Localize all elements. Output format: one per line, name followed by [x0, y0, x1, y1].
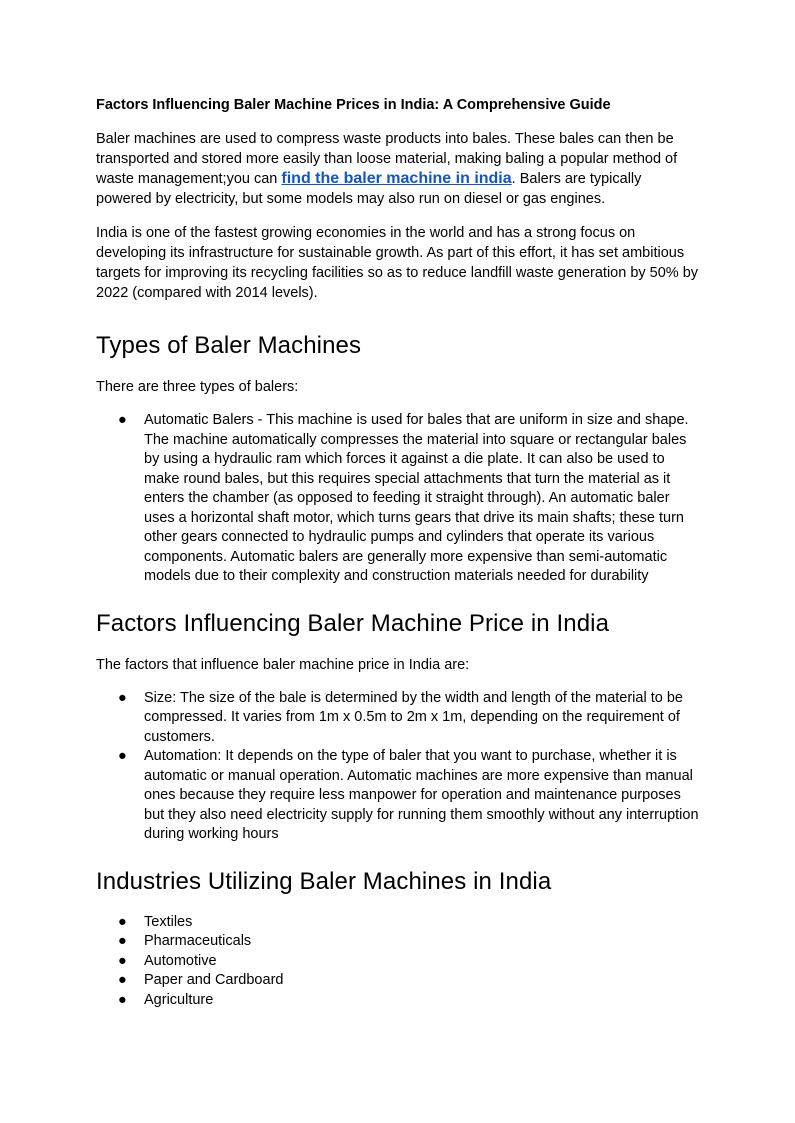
bullet-icon: ●: [118, 412, 127, 428]
list-item-text: Size: The size of the bale is determined by the width and length of the material to be compressed. It varies from 1m x 0.5m to 2m x 1m, depending on the requirement of customers.: [144, 689, 683, 745]
factors-lead-text: The factors that influence baler machine price in India are:: [96, 656, 470, 673]
bullet-icon: ●: [118, 689, 127, 706]
bullet-icon: ●: [118, 748, 127, 764]
types-lead-text: There are three types of balers:: [96, 379, 299, 395]
intro-text-before-link: Baler machines are used to compress waste products into bales. These bales can then be transported and stored more easily than loose material, making baling a popular method of waste management;you can: [96, 131, 678, 187]
list-item: [96, 952, 700, 972]
list-item-text: Paper and Cardboard: [144, 972, 284, 988]
list-item-text: Textiles: [144, 913, 193, 930]
bullet-icon: ●: [118, 913, 127, 930]
baler-machine-link[interactable]: find the baler machine in india: [281, 170, 512, 187]
intro-paragraph-2: India is one of the fastest growing economies in the world and has a strong focus on developing its infrastructure for sustainable growth. As part of this effort, it has set ambitious targets for improving its recycling facilities so as to reduce landfill waste generation by 50% by 2022 (compared with 2014 levels).: [96, 225, 699, 301]
bullet-icon: ●: [118, 972, 127, 988]
list-item-text: Automatic Balers - This machine is used for bales that are uniform in size and shape. The machine automatically compresses the material into square or rectangular bales by using a hydraulic ram which forces it against a die plate. It can also be used to make round bales, but this requires special attachments that turn the material as it enters the chamber (as opposed to feeding it straight through). An automatic baler uses a horizontal shaft motor, which turns gears that drive its main shafts; these turn other gears connected to hydraulic pumps and cylinders that operate its various components. Automatic balers are generally more expensive than semi-automatic models due to their complexity and construction materials needed for durability: [144, 412, 689, 584]
intro-text-after-link: . Balers are typically powered by electricity, but some models may also run on diesel or gas engines.: [96, 171, 642, 207]
types-list: [96, 411, 700, 587]
heading-types-of-baler-machines: Types of Baler Machines: [96, 332, 362, 359]
list-item: [96, 411, 700, 587]
list-item: [96, 913, 700, 933]
document-title: Factors Influencing Baler Machine Prices in India: A Comprehensive Guide: [96, 97, 611, 113]
bullet-icon: ●: [118, 991, 127, 1008]
list-item-text: Pharmaceuticals: [144, 933, 252, 949]
list-item-text: Automation: It depends on the type of baler that you want to purchase, whether it is automatic or manual operation. Automatic machines are more expensive than manual ones because they require less manpower for operation and maintenance purposes but they also need electricity supply for running them smoothly without any interruption during working hours: [144, 748, 699, 842]
heading-factors-influencing-price: Factors Influencing Baler Machine Price in India: [96, 609, 610, 637]
list-item-text: Agriculture: [144, 991, 214, 1008]
intro-paragraph-1: [96, 129, 700, 209]
bullet-icon: ●: [118, 933, 127, 949]
list-item: [96, 971, 700, 991]
heading-industries-utilizing: Industries Utilizing Baler Machines in India: [96, 867, 552, 895]
list-item: [96, 747, 700, 845]
list-item-text: Automotive: [144, 952, 217, 969]
list-item: [96, 689, 700, 748]
list-item: [96, 932, 700, 952]
list-item: [96, 991, 700, 1011]
industries-list: [96, 913, 700, 1011]
document-page: [96, 95, 700, 1024]
factors-list: [96, 689, 700, 845]
bullet-icon: ●: [118, 952, 127, 969]
